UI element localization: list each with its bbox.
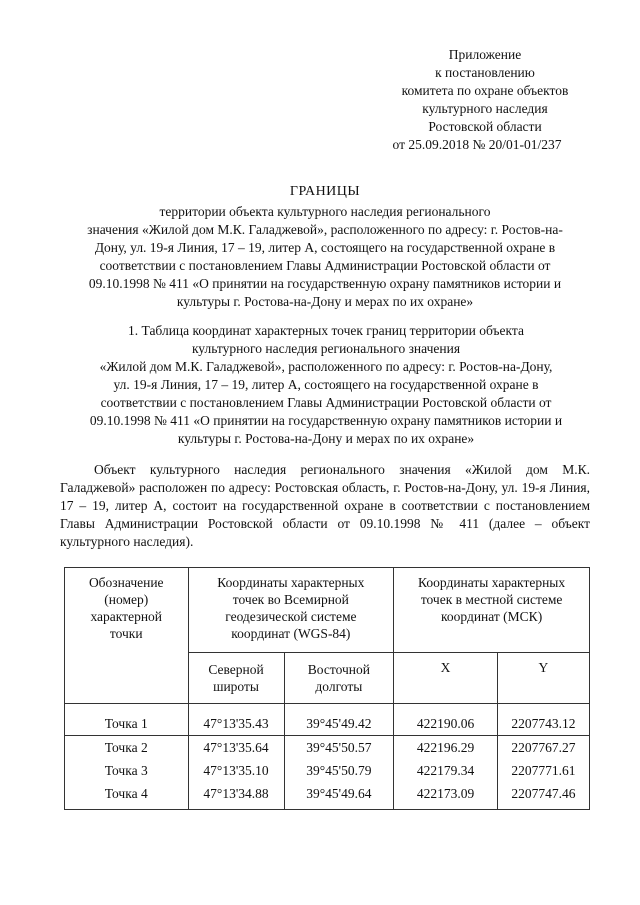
heading-line: соответствии с постановлением Главы Администрации Ростовской области от <box>99 258 551 273</box>
header-x: X <box>394 653 498 704</box>
heading-line: территории объекта культурного наследия регионального <box>159 204 491 219</box>
header-line: координат (WGS-84) <box>231 626 351 641</box>
cell-x: 422173.09 <box>394 782 498 810</box>
heading-line: культуры г. Ростова-на-Дону и мерах по их охране» <box>176 294 474 309</box>
header-line: широты <box>213 679 259 694</box>
header-line: точек во Всемирной <box>232 592 349 607</box>
attachment-line: Ростовской области <box>428 119 542 134</box>
attachment-line: культурного наследия <box>422 101 548 116</box>
heading-line: 09.10.1998 № 411 «О принятии на государственную охрану памятников истории и <box>88 276 562 291</box>
section-line: соответствии с постановлением Главы Администрации Ростовской области от <box>100 395 552 410</box>
header-line: долготы <box>315 679 363 694</box>
header-designation <box>65 568 189 704</box>
header-line: точек в местной системе <box>420 592 563 607</box>
section-line: «Жилой дом М.К. Галаджевой», расположенного по адресу: г. Ростов-на-Дону, <box>99 359 553 374</box>
header-wgs84 <box>188 568 394 653</box>
attachment-date: от 25.09.2018 № 20/01-01/237 <box>392 137 562 152</box>
cell-point: Точка 2 <box>65 736 189 760</box>
cell-longitude: 39°45'50.79 <box>284 759 394 782</box>
section-line: 09.10.1998 № 411 «О принятии на государственную охрану памятников истории и <box>89 413 563 428</box>
document-heading <box>60 183 590 311</box>
table-row <box>65 759 590 782</box>
cell-latitude: 47°13'35.43 <box>188 704 284 736</box>
section-line: культуры г. Ростова-на-Дону и мерах по их охране» <box>177 431 475 446</box>
cell-y: 2207747.46 <box>497 782 589 810</box>
section-line: культурного наследия регионального значения <box>191 341 461 356</box>
cell-x: 422196.29 <box>394 736 498 760</box>
header-line: Восточной <box>307 662 370 677</box>
attachment-line: Приложение <box>448 47 522 62</box>
cell-longitude: 39°45'49.64 <box>284 782 394 810</box>
cell-latitude: 47°13'34.88 <box>188 782 284 810</box>
table-header-row <box>65 568 590 653</box>
cell-y: 2207767.27 <box>497 736 589 760</box>
cell-x: 422179.34 <box>394 759 498 782</box>
attachment-line: комитета по охране объектов <box>401 83 569 98</box>
header-line: точки <box>109 626 143 641</box>
header-line: координат (МСК) <box>441 609 543 624</box>
header-line: характерной <box>90 609 163 624</box>
attachment-line: к постановлению <box>435 65 535 80</box>
table-row <box>65 704 590 736</box>
header-line: Обозначение <box>88 575 164 590</box>
intro-paragraph: Объект культурного наследия регионального значения «Жилой дом М.К. Галаджевой» расположен по адресу: Ростовская область, г. Ростов-на-Дону, ул. 19-я Линия, 17 – 19, литер А, состоит на государственной охране в соответствии с постановлением Главы Администрации Ростовской области от 09.10.1998 № 411 (далее – объект культурного наследия). <box>60 462 590 549</box>
coordinates-table <box>64 567 590 810</box>
header-line: геодезической системе <box>225 609 357 624</box>
attachment-block <box>385 46 585 154</box>
document-title: ГРАНИЦЫ <box>289 184 361 199</box>
header-line: (номер) <box>104 592 149 607</box>
cell-latitude: 47°13'35.10 <box>188 759 284 782</box>
heading-line: значения «Жилой дом М.К. Галаджевой», расположенного по адресу: г. Ростов-на- <box>87 222 563 237</box>
header-line: Северной <box>208 662 264 677</box>
header-east-longitude <box>284 653 394 704</box>
header-north-latitude <box>188 653 284 704</box>
section-line: 1. Таблица координат характерных точек границ территории объекта <box>128 323 524 338</box>
header-msk <box>394 568 590 653</box>
cell-point: Точка 1 <box>65 704 189 736</box>
cell-longitude: 39°45'49.42 <box>284 704 394 736</box>
header-y: Y <box>497 653 589 704</box>
cell-y: 2207743.12 <box>497 704 589 736</box>
cell-point: Точка 3 <box>65 759 189 782</box>
heading-line: Дону, ул. 19-я Линия, 17 – 19, литер А, состоящего на государственной охране в <box>94 240 556 255</box>
header-line: Координаты характерных <box>418 575 566 590</box>
section-title <box>62 322 590 448</box>
cell-longitude: 39°45'50.57 <box>284 736 394 760</box>
table-row <box>65 736 590 760</box>
cell-latitude: 47°13'35.64 <box>188 736 284 760</box>
section-line: ул. 19-я Линия, 17 – 19, литер А, состоящего на государственной охране в <box>113 377 539 392</box>
table-row <box>65 782 590 810</box>
cell-point: Точка 4 <box>65 782 189 810</box>
cell-x: 422190.06 <box>394 704 498 736</box>
header-line: Координаты характерных <box>217 575 365 590</box>
cell-y: 2207771.61 <box>497 759 589 782</box>
